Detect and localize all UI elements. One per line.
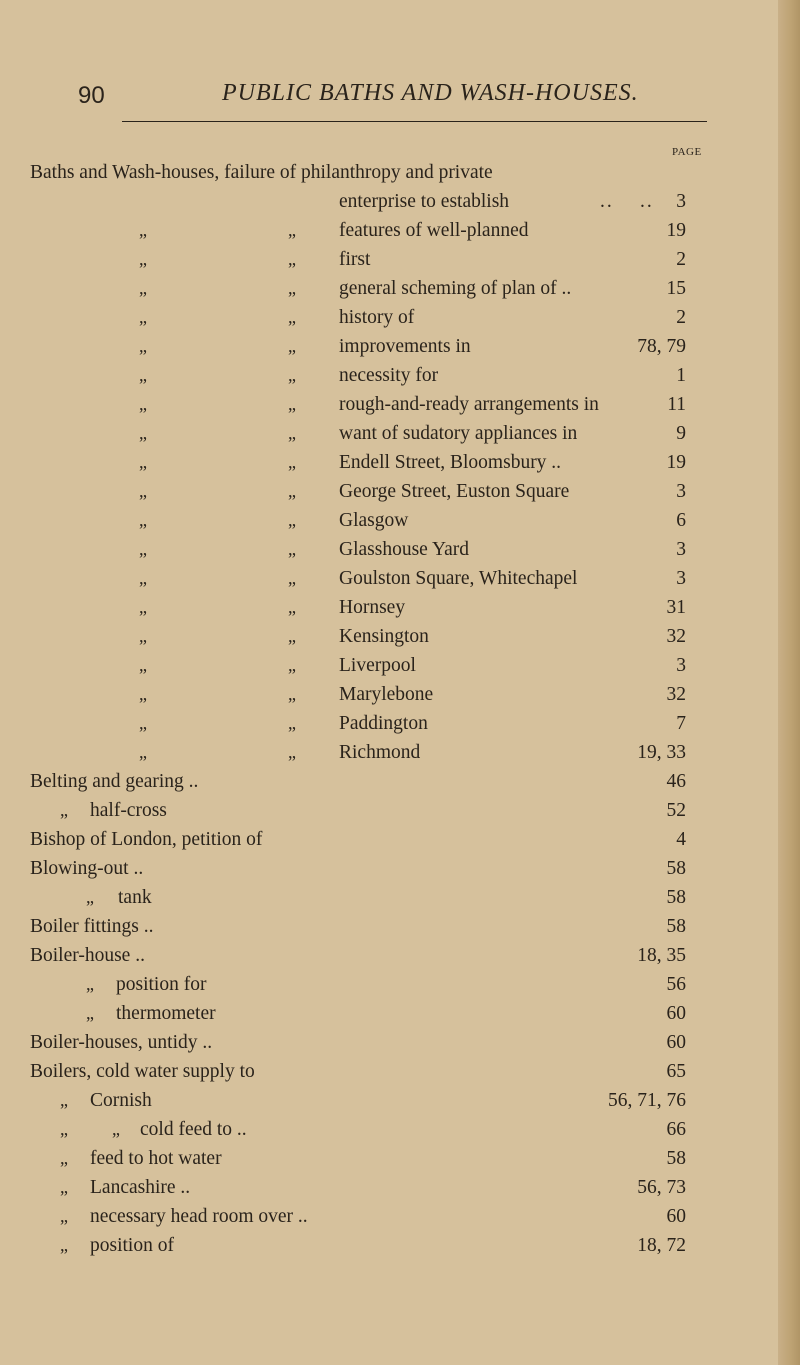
entry-text: Goulston Square, Whitechapel	[339, 568, 578, 589]
entry-text: Paddington	[339, 713, 428, 734]
ditto-mark: „	[288, 568, 296, 588]
entry-page: 31	[666, 597, 686, 618]
index-entry	[0, 568, 780, 596]
entry-page: 52	[666, 800, 686, 821]
entry-page: 19, 33	[637, 742, 686, 763]
entry-text: Bishop of London, petition of	[30, 829, 263, 850]
ditto-mark: „	[139, 336, 147, 356]
entry-page: 60	[666, 1206, 686, 1227]
index-entry	[0, 597, 780, 625]
entry-text: rough-and-ready arrangements in	[339, 394, 599, 415]
header-rule	[122, 121, 707, 122]
entry-text: thermometer	[116, 1003, 216, 1024]
entry-page: 11	[667, 394, 686, 415]
index-entry	[0, 916, 780, 944]
ditto-mark: „	[288, 684, 296, 704]
entry-page: 3	[676, 655, 686, 676]
ditto-mark: „	[60, 1235, 68, 1255]
ditto-mark: „	[288, 278, 296, 298]
ditto-mark: „	[60, 1090, 68, 1110]
entry-text: necessity for	[339, 365, 439, 386]
entry-text: features of well-planned	[339, 220, 529, 241]
entry-page: 46	[666, 771, 686, 792]
entry-text: Liverpool	[339, 655, 416, 676]
ditto-mark: „	[139, 742, 147, 762]
ditto-mark: „	[139, 278, 147, 298]
ditto-mark: „	[288, 249, 296, 269]
index-entry	[0, 1061, 780, 1089]
ditto-mark: „	[60, 1119, 68, 1139]
index-entry	[0, 365, 780, 393]
index-entry	[0, 945, 780, 973]
index-entry	[0, 1032, 780, 1060]
entry-page: 15	[666, 278, 686, 299]
entry-text: Boiler-house ..	[30, 945, 145, 966]
entry-page: 1	[676, 365, 686, 386]
index-entry	[0, 771, 780, 799]
index-entry	[0, 191, 780, 219]
index-entry	[0, 510, 780, 538]
index-entry	[0, 452, 780, 480]
leader-dots: ..	[640, 191, 654, 212]
index-entry	[0, 162, 780, 190]
index-entry	[0, 249, 780, 277]
entry-text: Endell Street, Bloomsbury ..	[339, 452, 562, 473]
entry-page: 4	[676, 829, 686, 850]
index-entry	[0, 655, 780, 683]
entry-page: 6	[676, 510, 686, 531]
entry-page: 9	[676, 423, 686, 444]
entry-page: 3	[676, 481, 686, 502]
entry-page: 58	[666, 1148, 686, 1169]
index-entry	[0, 829, 780, 857]
ditto-mark: „	[139, 684, 147, 704]
ditto-mark: „	[288, 742, 296, 762]
ditto-mark: „	[288, 597, 296, 617]
index-entry	[0, 481, 780, 509]
entry-text: Kensington	[339, 626, 429, 647]
index-entry	[0, 684, 780, 712]
index-entry	[0, 220, 780, 248]
ditto-mark: „	[139, 365, 147, 385]
entry-text: Glasgow	[339, 510, 409, 531]
ditto-mark: „	[139, 713, 147, 733]
entry-text: general scheming of plan of ..	[339, 278, 572, 299]
ditto-mark: „	[288, 394, 296, 414]
ditto-mark: „	[139, 307, 147, 327]
index-entry	[0, 858, 780, 886]
entry-text: improvements in	[339, 336, 471, 357]
index-entry	[0, 1119, 780, 1147]
ditto-mark: „	[288, 220, 296, 240]
entry-text: Baths and Wash-houses, failure of philanthropy and private	[30, 162, 493, 183]
entry-page: 56, 73	[637, 1177, 686, 1198]
entry-text: necessary head room over ..	[90, 1206, 308, 1227]
page-edge	[778, 0, 800, 1365]
ditto-mark: „	[139, 394, 147, 414]
ditto-mark: „	[139, 452, 147, 472]
page-number: 90	[78, 82, 105, 109]
page-column-label: PAGE	[672, 146, 702, 158]
entry-text: cold feed to ..	[140, 1119, 247, 1140]
index-entry	[0, 278, 780, 306]
index-entry	[0, 423, 780, 451]
ditto-mark: „	[60, 1148, 68, 1168]
entry-page: 3	[676, 191, 686, 212]
ditto-mark: „	[60, 1206, 68, 1226]
ditto-mark: „	[288, 481, 296, 501]
index-entry	[0, 1148, 780, 1176]
entry-text: Richmond	[339, 742, 421, 763]
entry-text: feed to hot water	[90, 1148, 222, 1169]
ditto-mark: „	[139, 481, 147, 501]
entry-text: Blowing-out ..	[30, 858, 144, 879]
ditto-mark: „	[139, 626, 147, 646]
entry-text: Boiler-houses, untidy ..	[30, 1032, 213, 1053]
index-entry	[0, 1235, 780, 1263]
ditto-mark: „	[288, 423, 296, 443]
index-entry	[0, 539, 780, 567]
entry-text: Boilers, cold water supply to	[30, 1061, 255, 1082]
entry-page: 78, 79	[637, 336, 686, 357]
ditto-mark: „	[139, 220, 147, 240]
entry-page: 2	[676, 249, 686, 270]
entry-text: Cornish	[90, 1090, 152, 1111]
ditto-mark: „	[112, 1119, 120, 1139]
entry-page: 32	[666, 684, 686, 705]
entry-text: Hornsey	[339, 597, 406, 618]
ditto-mark: „	[139, 655, 147, 675]
entry-page: 58	[666, 858, 686, 879]
ditto-mark: „	[139, 249, 147, 269]
ditto-mark: „	[60, 1177, 68, 1197]
entry-text: history of	[339, 307, 415, 328]
index-entry	[0, 1090, 780, 1118]
entry-text: Glasshouse Yard	[339, 539, 470, 560]
index-entry	[0, 887, 780, 915]
ditto-mark: „	[139, 568, 147, 588]
entry-text: first	[339, 249, 371, 270]
index-entry	[0, 1206, 780, 1234]
entry-text: position of	[90, 1235, 174, 1256]
ditto-mark: „	[288, 655, 296, 675]
ditto-mark: „	[139, 510, 147, 530]
index-entry	[0, 1177, 780, 1205]
ditto-mark: „	[60, 800, 68, 820]
index-entry	[0, 1003, 780, 1031]
entry-text: half-cross	[90, 800, 167, 821]
ditto-mark: „	[288, 510, 296, 530]
ditto-mark: „	[288, 626, 296, 646]
entry-text: Marylebone	[339, 684, 434, 705]
leader-dots: ..	[600, 191, 614, 212]
entry-page: 66	[666, 1119, 686, 1140]
entry-page: 19	[666, 220, 686, 241]
ditto-mark: „	[288, 539, 296, 559]
ditto-mark: „	[86, 974, 94, 994]
index-entry	[0, 394, 780, 422]
index-entry	[0, 800, 780, 828]
ditto-mark: „	[86, 887, 94, 907]
running-title: PUBLIC BATHS AND WASH-HOUSES.	[222, 80, 639, 106]
ditto-mark: „	[288, 336, 296, 356]
index-entry	[0, 336, 780, 364]
index-entry	[0, 307, 780, 335]
entry-page: 56, 71, 76	[608, 1090, 686, 1111]
entry-text: position for	[116, 974, 207, 995]
index-entry	[0, 974, 780, 1002]
index-entry	[0, 742, 780, 770]
entry-page: 58	[666, 916, 686, 937]
ditto-mark: „	[288, 365, 296, 385]
entry-page: 56	[666, 974, 686, 995]
ditto-mark: „	[139, 539, 147, 559]
ditto-mark: „	[139, 597, 147, 617]
entry-page: 18, 72	[637, 1235, 686, 1256]
entry-text: enterprise to establish	[339, 191, 510, 212]
entry-page: 3	[676, 539, 686, 560]
entry-page: 65	[666, 1061, 686, 1082]
ditto-mark: „	[139, 423, 147, 443]
entry-page: 7	[676, 713, 686, 734]
entry-page: 60	[666, 1032, 686, 1053]
entry-page: 18, 35	[637, 945, 686, 966]
entry-text: George Street, Euston Square	[339, 481, 570, 502]
entry-text: Belting and gearing ..	[30, 771, 199, 792]
entry-page: 19	[666, 452, 686, 473]
entry-page: 3	[676, 568, 686, 589]
entry-text: tank	[118, 887, 152, 908]
ditto-mark: „	[288, 713, 296, 733]
entry-text: want of sudatory appliances in	[339, 423, 578, 444]
ditto-mark: „	[288, 452, 296, 472]
entry-text: Boiler fittings ..	[30, 916, 154, 937]
ditto-mark: „	[86, 1003, 94, 1023]
index-entry	[0, 713, 780, 741]
entry-page: 60	[666, 1003, 686, 1024]
entry-page: 32	[666, 626, 686, 647]
index-entry	[0, 626, 780, 654]
entry-text: Lancashire ..	[90, 1177, 191, 1198]
entry-page: 2	[676, 307, 686, 328]
entry-page: 58	[666, 887, 686, 908]
ditto-mark: „	[288, 307, 296, 327]
